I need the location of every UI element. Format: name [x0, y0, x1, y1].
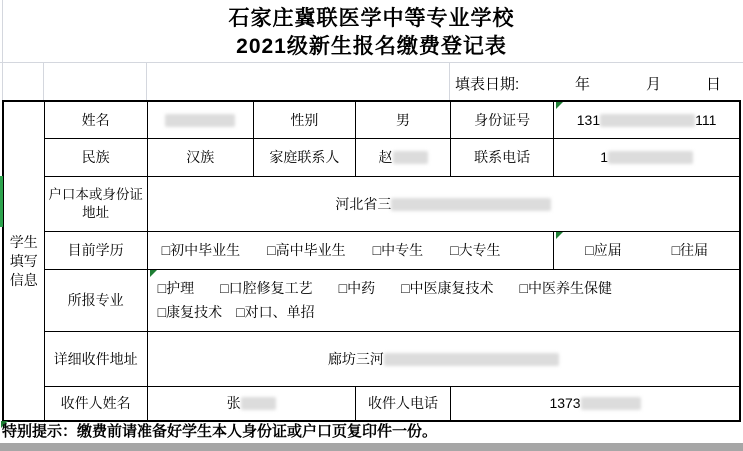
checkbox-chinese-medicine[interactable]: □中药: [338, 280, 376, 296]
contact-phone-label: 联系电话: [451, 138, 554, 176]
recipient-name-label: 收件人姓名: [44, 386, 147, 421]
id-number-label: 身份证号: [451, 101, 554, 138]
redacted-name: [165, 114, 235, 127]
checkbox-dental-technology[interactable]: □口腔修复工艺: [220, 280, 313, 296]
redacted-mailing-address: [384, 353, 559, 366]
education-options: [147, 231, 554, 269]
family-contact-label: 家庭联系人: [253, 138, 355, 176]
redacted-recipient: [241, 397, 276, 410]
left-edge-selection-strip: [0, 176, 3, 227]
checkbox-previous-year[interactable]: □往届: [671, 242, 709, 258]
side-section-label: 学生填写信息: [3, 101, 44, 421]
hukou-prefix: 河北省三: [335, 195, 392, 212]
hukou-address-value[interactable]: [147, 176, 740, 231]
redacted-phone: [608, 151, 693, 164]
day-label[interactable]: 日: [706, 76, 722, 93]
checkbox-senior-high-grad[interactable]: □高中毕业生: [267, 242, 346, 258]
checkbox-current-year[interactable]: □应届: [585, 242, 622, 258]
checkbox-tcm-rehabilitation[interactable]: □中医康复技术: [401, 280, 494, 296]
mailing-address-label: 详细收件地址: [44, 331, 147, 386]
recipient-name-value[interactable]: [147, 386, 355, 421]
recipient-phone-value[interactable]: [451, 386, 740, 421]
redacted-hukou-address: [391, 198, 551, 211]
bottom-window-edge: [0, 443, 743, 451]
redacted-recipient-phone: [581, 397, 641, 410]
gender-label: 性别: [253, 101, 355, 138]
education-label: 目前学历: [44, 231, 147, 269]
date-row: [0, 66, 743, 98]
form-name: 2021级新生报名缴费登记表: [236, 35, 507, 58]
fill-date-label: 填表日期:: [455, 76, 520, 93]
checkbox-rehabilitation-tech[interactable]: □康复技术: [157, 304, 223, 320]
redacted-id: [600, 114, 695, 127]
enrollment-status-options: [554, 231, 740, 269]
checkbox-junior-college[interactable]: □大专生: [450, 242, 501, 258]
name-label: 姓名: [44, 101, 147, 138]
redacted-contact: [393, 151, 428, 164]
checkbox-tcm-health-care[interactable]: □中医养生保健: [519, 280, 613, 296]
gridline: [0, 62, 743, 63]
major-options: [147, 269, 740, 331]
checkbox-nursing[interactable]: □护理: [157, 280, 195, 296]
checkbox-duikou-danzhao[interactable]: □对口、单招: [236, 304, 315, 320]
id-number-value[interactable]: [554, 101, 740, 138]
contact-phone-value[interactable]: [554, 138, 740, 176]
ethnicity-label: 民族: [44, 138, 147, 176]
month-label[interactable]: 月: [646, 76, 662, 93]
contact-prefix: 赵: [378, 149, 393, 165]
major-label: 所报专业: [44, 269, 147, 331]
cell-error-triangle-icon: [150, 270, 157, 277]
id-prefix: 131: [576, 111, 601, 128]
checkbox-secondary-vocational[interactable]: □中专生: [372, 242, 424, 258]
hukou-address-label: 户口本或身份证地址: [44, 176, 147, 231]
checkbox-junior-high-grad[interactable]: □初中毕业生: [161, 242, 241, 258]
gender-value[interactable]: 男: [355, 101, 450, 138]
phone-prefix: 1: [600, 149, 608, 165]
cell-error-triangle-icon: [556, 102, 563, 109]
name-value[interactable]: [147, 101, 253, 138]
mailing-prefix: 廊坊三河: [327, 350, 384, 367]
recipient-phone-label: 收件人电话: [355, 386, 450, 421]
form-title: [0, 5, 743, 61]
family-contact-value[interactable]: [355, 138, 450, 176]
mailing-address-value[interactable]: [147, 331, 740, 386]
id-suffix: 111: [695, 111, 717, 128]
cell-error-triangle-icon: [556, 232, 563, 239]
special-notice: 特别提示：缴费前请准备好学生本人身份证或户口页复印件一份。: [2, 423, 438, 440]
ethnicity-value[interactable]: 汉族: [147, 138, 253, 176]
year-label[interactable]: 年: [575, 76, 591, 93]
registration-table: [2, 100, 741, 422]
school-name: 石家庄冀联医学中等专业学校: [228, 7, 515, 30]
recipient-phone-prefix: 1373: [549, 395, 581, 412]
recipient-prefix: 张: [226, 395, 241, 412]
